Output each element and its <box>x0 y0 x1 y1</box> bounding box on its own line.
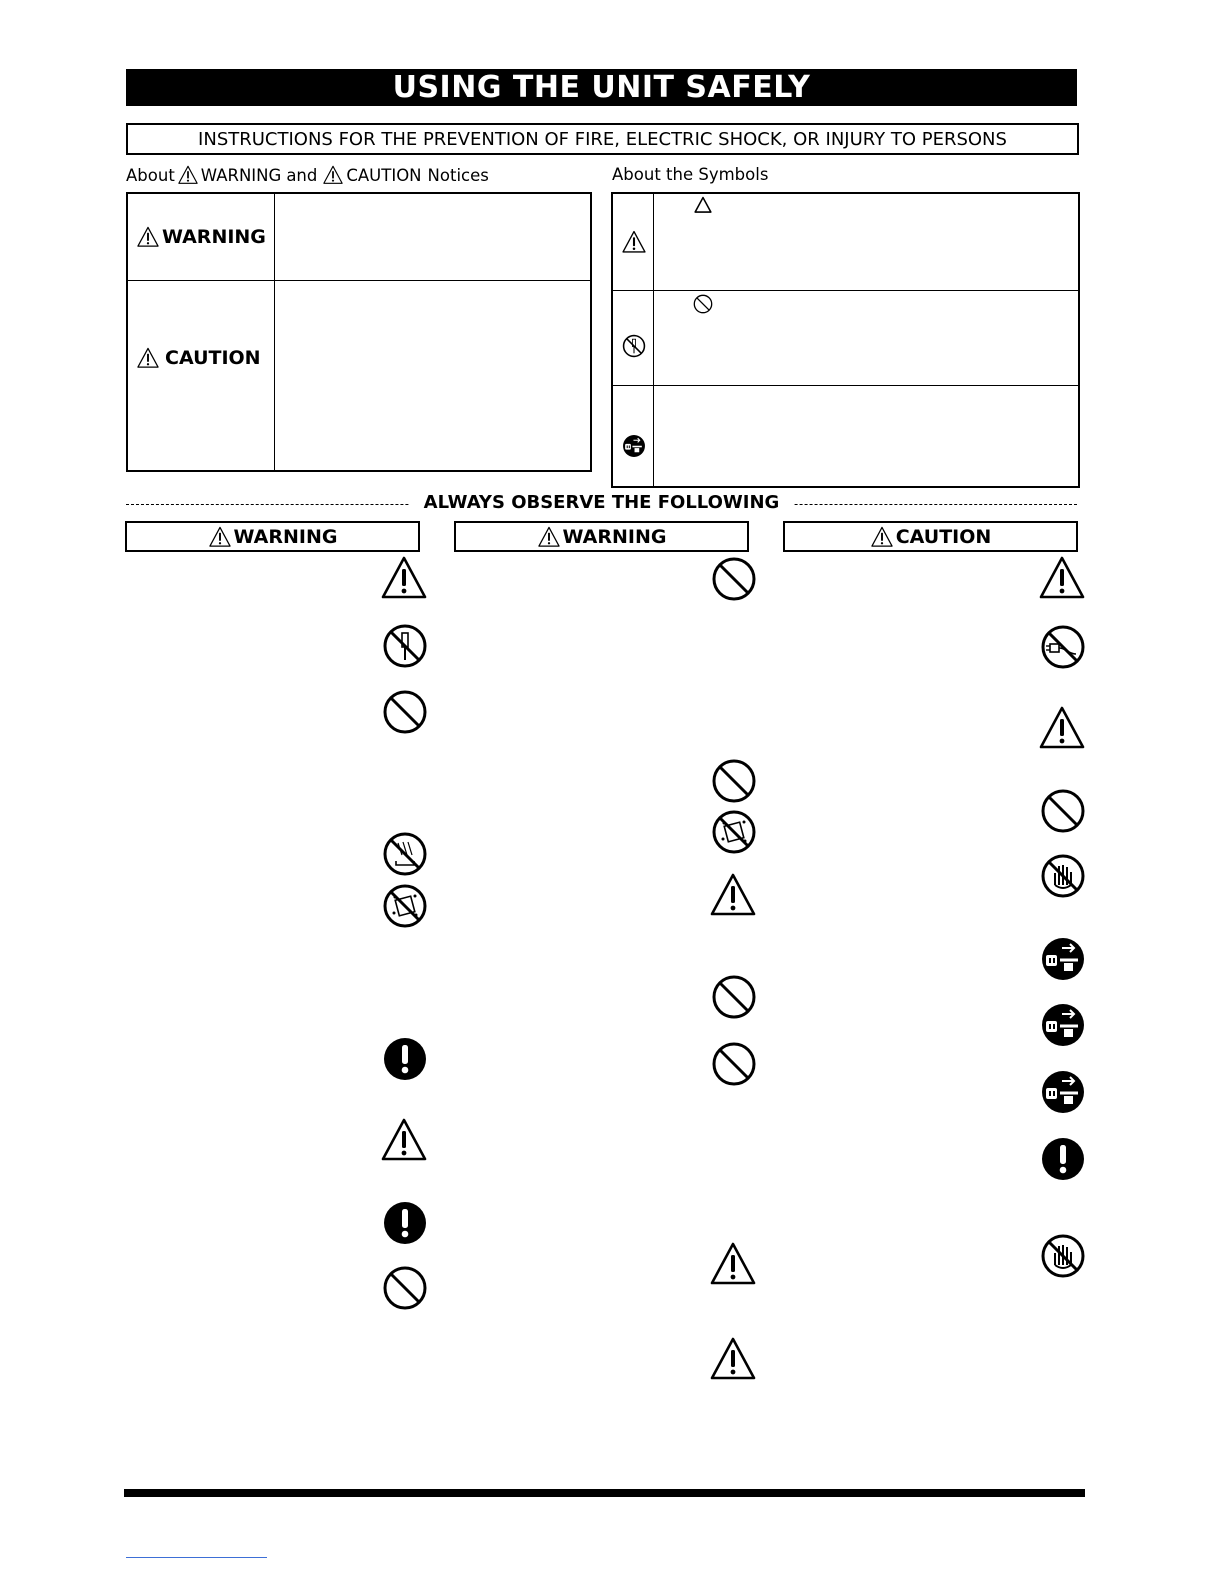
warning-triangle-icon <box>622 230 646 254</box>
prohibited-icon <box>1040 788 1086 834</box>
notices-section-label <box>126 165 489 185</box>
footer-link-underline <box>126 1557 267 1558</box>
observe-heading: ALWAYS OBSERVE THE FOLLOWING <box>410 492 794 513</box>
prohibited-icon <box>711 974 757 1020</box>
page-title: USING THE UNIT SAFELY <box>126 69 1077 106</box>
no-disassemble-icon <box>622 334 646 358</box>
prohibited-icon <box>382 689 428 735</box>
notice-row-label: WARNING <box>162 226 266 248</box>
warning-triangle-icon <box>1039 555 1085 601</box>
mandatory-icon <box>382 1036 428 1082</box>
prohibited-icon <box>382 1265 428 1311</box>
column-header-label: WARNING <box>562 525 667 548</box>
warning-triangle-icon <box>710 1336 756 1382</box>
warning-triangle-icon <box>537 526 561 548</box>
unplug-icon <box>1040 936 1086 982</box>
warning-triangle-icon <box>136 347 160 369</box>
no-water-icon <box>382 831 428 877</box>
notices-label-warning: WARNING <box>200 165 282 185</box>
column-header-caution <box>783 521 1078 552</box>
notice-row-caution <box>128 281 590 470</box>
no-disassemble-icon <box>382 623 428 669</box>
no-touch-icon <box>1040 853 1086 899</box>
notice-row-label: CAUTION <box>165 347 261 369</box>
notices-label-caution: CAUTION <box>346 165 422 185</box>
warning-triangle-icon <box>710 1241 756 1287</box>
column-header-warning-1 <box>125 521 420 552</box>
warning-triangle-icon <box>381 1117 427 1163</box>
subtitle-banner: INSTRUCTIONS FOR THE PREVENTION OF FIRE, ELECTRIC SHOCK, OR INJURY TO PERSONS <box>126 123 1079 155</box>
unplug-icon <box>1040 1002 1086 1048</box>
notice-row-warning <box>128 194 590 281</box>
mandatory-icon <box>382 1200 428 1246</box>
prohibited-icon <box>693 294 713 314</box>
warning-triangle-icon <box>381 555 427 601</box>
mandatory-icon <box>1040 1136 1086 1182</box>
triangle-symbol-icon <box>693 196 713 214</box>
warning-triangle-icon <box>136 226 160 248</box>
bottom-rule <box>124 1489 1085 1497</box>
unplug-icon <box>622 434 646 458</box>
warning-triangle-icon <box>870 526 894 548</box>
notices-label-suffix: Notices <box>427 165 489 185</box>
notices-label-prefix: About <box>126 165 175 185</box>
no-wet-icon <box>711 809 757 855</box>
prohibited-icon <box>711 556 757 602</box>
column-header-label: WARNING <box>233 525 338 548</box>
no-cord-icon <box>1040 624 1086 670</box>
column-header-label: CAUTION <box>895 525 992 548</box>
warning-triangle-icon <box>177 165 199 185</box>
column-header-warning-2 <box>454 521 749 552</box>
unplug-icon <box>1040 1069 1086 1115</box>
warning-triangle-icon <box>322 165 344 185</box>
no-touch-icon <box>1040 1233 1086 1279</box>
symbols-table <box>611 192 1080 488</box>
notices-table <box>126 192 592 472</box>
warning-triangle-icon <box>208 526 232 548</box>
prohibited-icon <box>711 1041 757 1087</box>
observe-heading-row <box>126 492 1077 516</box>
warning-triangle-icon <box>710 872 756 918</box>
warning-triangle-icon <box>1039 705 1085 751</box>
notices-label-and: and <box>286 165 318 185</box>
no-wet-icon <box>382 883 428 929</box>
symbols-section-label: About the Symbols <box>612 165 769 184</box>
prohibited-icon <box>711 758 757 804</box>
